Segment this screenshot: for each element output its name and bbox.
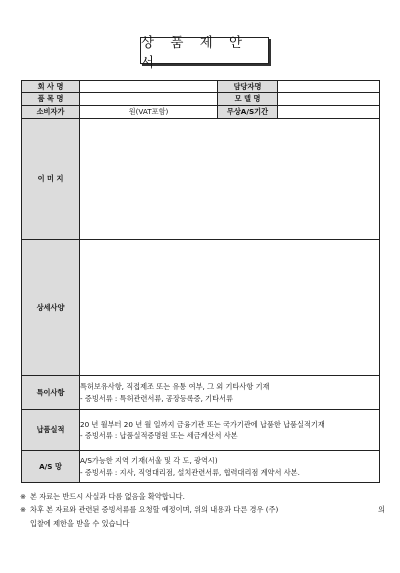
- delivery-record-label: 납품실적: [22, 410, 80, 451]
- footer-note-2-text: 차후 본 자료와 관련된 증빙서류를 요청할 예정이며, 위의 내용과 다른 경우 (주): [30, 505, 279, 514]
- delivery-record-row: [22, 410, 380, 451]
- as-network-row: [22, 451, 380, 483]
- detail-spec-label: 상세사양: [22, 240, 80, 376]
- delivery-record-line-1: 20 년 월부터 20 년 월 일까지 금융기관 또는 국가기관에 납품한 납품실적기재: [80, 419, 325, 429]
- footer-note-1: [20, 492, 385, 502]
- proposal-form-table: [21, 80, 380, 483]
- image-row: [22, 119, 380, 240]
- price-row: [22, 106, 380, 119]
- footer-note-1-text: 본 자료는 반드시 사실과 다름 없음을 확약합니다.: [30, 492, 185, 501]
- footer-note-2-suffix: 의: [378, 505, 385, 514]
- image-area[interactable]: [80, 119, 380, 240]
- detail-spec-area[interactable]: [80, 240, 380, 376]
- image-label: 이 미 지: [22, 119, 80, 240]
- reference-mark-icon: ※: [20, 505, 27, 514]
- product-row: [22, 93, 380, 106]
- footer-note-2-continuation: 입찰에 제한을 받을 수 있습니다: [30, 519, 130, 528]
- delivery-record-line-2: - 증빙서류 : 납품실적증명원 또는 세금계산서 사본: [80, 431, 238, 440]
- product-name-field[interactable]: [80, 93, 218, 106]
- company-name-field[interactable]: [80, 81, 218, 93]
- as-network-label: A/S 망: [22, 451, 80, 483]
- delivery-record-content[interactable]: [80, 410, 380, 451]
- reference-mark-icon: ※: [20, 492, 27, 501]
- warranty-period-field[interactable]: [278, 106, 380, 119]
- as-network-line-2: - 증빙서류 : 지사, 직영대리점, 설치관련서류, 협력대리점 계약서 사본.: [80, 467, 300, 477]
- manager-name-label: 담당자명: [218, 81, 278, 93]
- as-network-line-1: A/S가능한 지역 기재(서울 및 각 도, 광역시): [80, 456, 218, 465]
- retail-price-label: 소비자가: [22, 106, 80, 119]
- model-name-label: 모 델 명: [218, 93, 278, 106]
- special-notes-content[interactable]: [80, 376, 380, 410]
- company-name-label: 회 사 명: [22, 81, 80, 93]
- special-notes-label: 특이사항: [22, 376, 80, 410]
- footer-note-2: [20, 505, 385, 529]
- company-row: [22, 81, 380, 93]
- special-notes-line-2: - 증빙서류 : 특허관련서류, 공장등록증, 기타서류: [80, 393, 233, 403]
- warranty-period-label: 무상A/S기간: [218, 106, 278, 119]
- detail-row: [22, 240, 380, 376]
- product-name-label: 품 목 명: [22, 93, 80, 106]
- as-network-content[interactable]: [80, 451, 380, 483]
- manager-name-field[interactable]: [278, 81, 380, 93]
- special-notes-row: [22, 376, 380, 410]
- special-notes-line-1: 특허보유사항, 직접제조 또는 유통 여부, 그 외 기타사항 기재: [80, 382, 270, 391]
- model-name-field[interactable]: [278, 93, 380, 106]
- document-title: 상 품 제 안 서: [140, 37, 269, 64]
- retail-price-field[interactable]: 원(VAT포함): [80, 106, 218, 119]
